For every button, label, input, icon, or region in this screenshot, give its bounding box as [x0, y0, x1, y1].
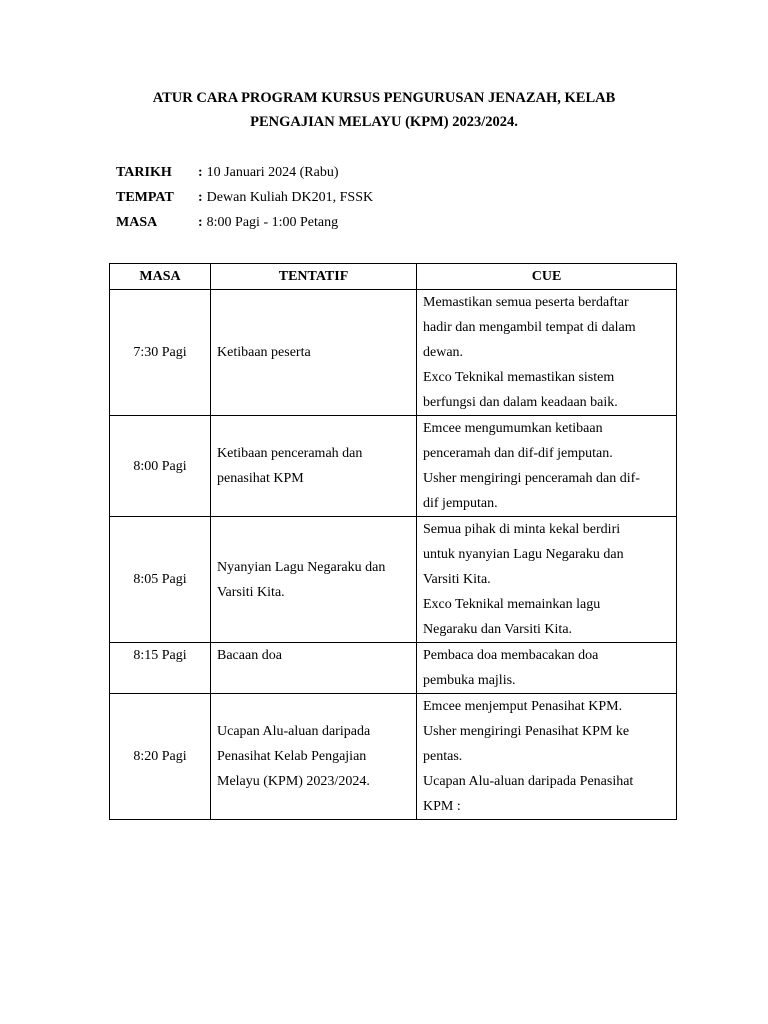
info-colon: :: [198, 215, 203, 230]
cell-tentatif: [211, 290, 417, 416]
cue-line: KPM :: [423, 799, 461, 814]
cue-line: Memastikan semua peserta berdaftar: [423, 295, 629, 310]
schedule-table: [109, 263, 677, 820]
cue-line: Emcee mengumumkan ketibaan: [423, 421, 603, 436]
table-row: [110, 694, 677, 820]
tentatif-line: Penasihat Kelab Pengajian: [217, 749, 367, 764]
cue-line: Usher mengiringi penceramah dan dif-: [423, 471, 640, 486]
tentatif-line: Melayu (KPM) 2023/2024.: [217, 774, 370, 789]
info-label: MASA: [116, 215, 158, 230]
info-label: TARIKH: [116, 165, 172, 180]
tentatif-line: Ketibaan peserta: [217, 345, 311, 360]
cue-line: Varsiti Kita.: [423, 572, 491, 587]
cue-line: dewan.: [423, 345, 464, 360]
cue-line: hadir dan mengambil tempat di dalam: [423, 320, 636, 335]
cell-cue: [417, 290, 677, 416]
cell-tentatif: [211, 643, 417, 694]
info-value: 8:00 Pagi - 1:00 Petang: [206, 215, 339, 230]
header-tentatif: TENTATIF: [211, 264, 417, 290]
cue-line: dif jemputan.: [423, 496, 498, 511]
info-row-masa: [116, 210, 373, 235]
info-value: 10 Januari 2024 (Rabu): [206, 165, 339, 180]
cell-masa: 8:20 Pagi: [110, 694, 211, 820]
cell-cue: [417, 643, 677, 694]
table-row: [110, 416, 677, 517]
tentatif-line: penasihat KPM: [217, 471, 304, 486]
tentatif-line: Varsiti Kita.: [217, 584, 285, 600]
tentatif-line: Nyanyian Lagu Negaraku dan: [217, 559, 386, 575]
cell-tentatif: [211, 416, 417, 517]
title-line-2: PENGAJIAN MELAYU (KPM) 2023/2024.: [250, 114, 518, 130]
cue-line: Semua pihak di minta kekal berdiri: [423, 522, 621, 537]
cue-line: pentas.: [423, 749, 463, 764]
cue-line: Usher mengiringi Penasihat KPM ke: [423, 724, 630, 739]
info-row-tempat: [116, 185, 373, 210]
cue-line: pembuka majlis.: [423, 673, 516, 688]
cell-cue: [417, 517, 677, 643]
cue-line: penceramah dan dif-dif jemputan.: [423, 446, 613, 461]
cue-line: Negaraku dan Varsiti Kita.: [423, 622, 573, 637]
header-cue: CUE: [417, 264, 677, 290]
cue-line: Emcee menjemput Penasihat KPM.: [423, 699, 623, 714]
tentatif-line: Bacaan doa: [217, 648, 282, 663]
cell-masa: 8:15 Pagi: [110, 643, 211, 694]
info-row-tarikh: [116, 160, 373, 185]
event-info: [116, 160, 373, 235]
info-value: Dewan Kuliah DK201, FSSK: [206, 190, 374, 205]
header-masa: MASA: [110, 264, 211, 290]
cell-cue: [417, 694, 677, 820]
info-colon: :: [198, 190, 203, 205]
title-line-1: ATUR CARA PROGRAM KURSUS PENGURUSAN JENAZAH, KELAB: [152, 90, 616, 106]
cue-line: Pembaca doa membacakan doa: [423, 648, 599, 663]
info-label: TEMPAT: [116, 190, 174, 205]
document-title: [0, 86, 768, 134]
tentatif-line: Ucapan Alu-aluan daripada: [217, 724, 371, 739]
cell-tentatif: [211, 694, 417, 820]
tentatif-line: Ketibaan penceramah dan: [217, 446, 363, 461]
cue-line: berfungsi dan dalam keadaan baik.: [423, 395, 618, 410]
cell-masa: 8:00 Pagi: [110, 416, 211, 517]
table-row: [110, 290, 677, 416]
cell-cue: [417, 416, 677, 517]
cue-line: Exco Teknikal memastikan sistem: [423, 370, 615, 385]
info-colon: :: [198, 165, 203, 180]
cell-masa: 8:05 Pagi: [110, 517, 211, 643]
table-row: [110, 643, 677, 694]
table-header-row: [110, 264, 677, 290]
cue-line: Exco Teknikal memainkan lagu: [423, 597, 601, 612]
cell-tentatif: [211, 517, 417, 643]
cue-line: Ucapan Alu-aluan daripada Penasihat: [423, 774, 634, 789]
cell-masa: 7:30 Pagi: [110, 290, 211, 416]
table-row: [110, 517, 677, 643]
cue-line: untuk nyanyian Lagu Negaraku dan: [423, 547, 624, 562]
